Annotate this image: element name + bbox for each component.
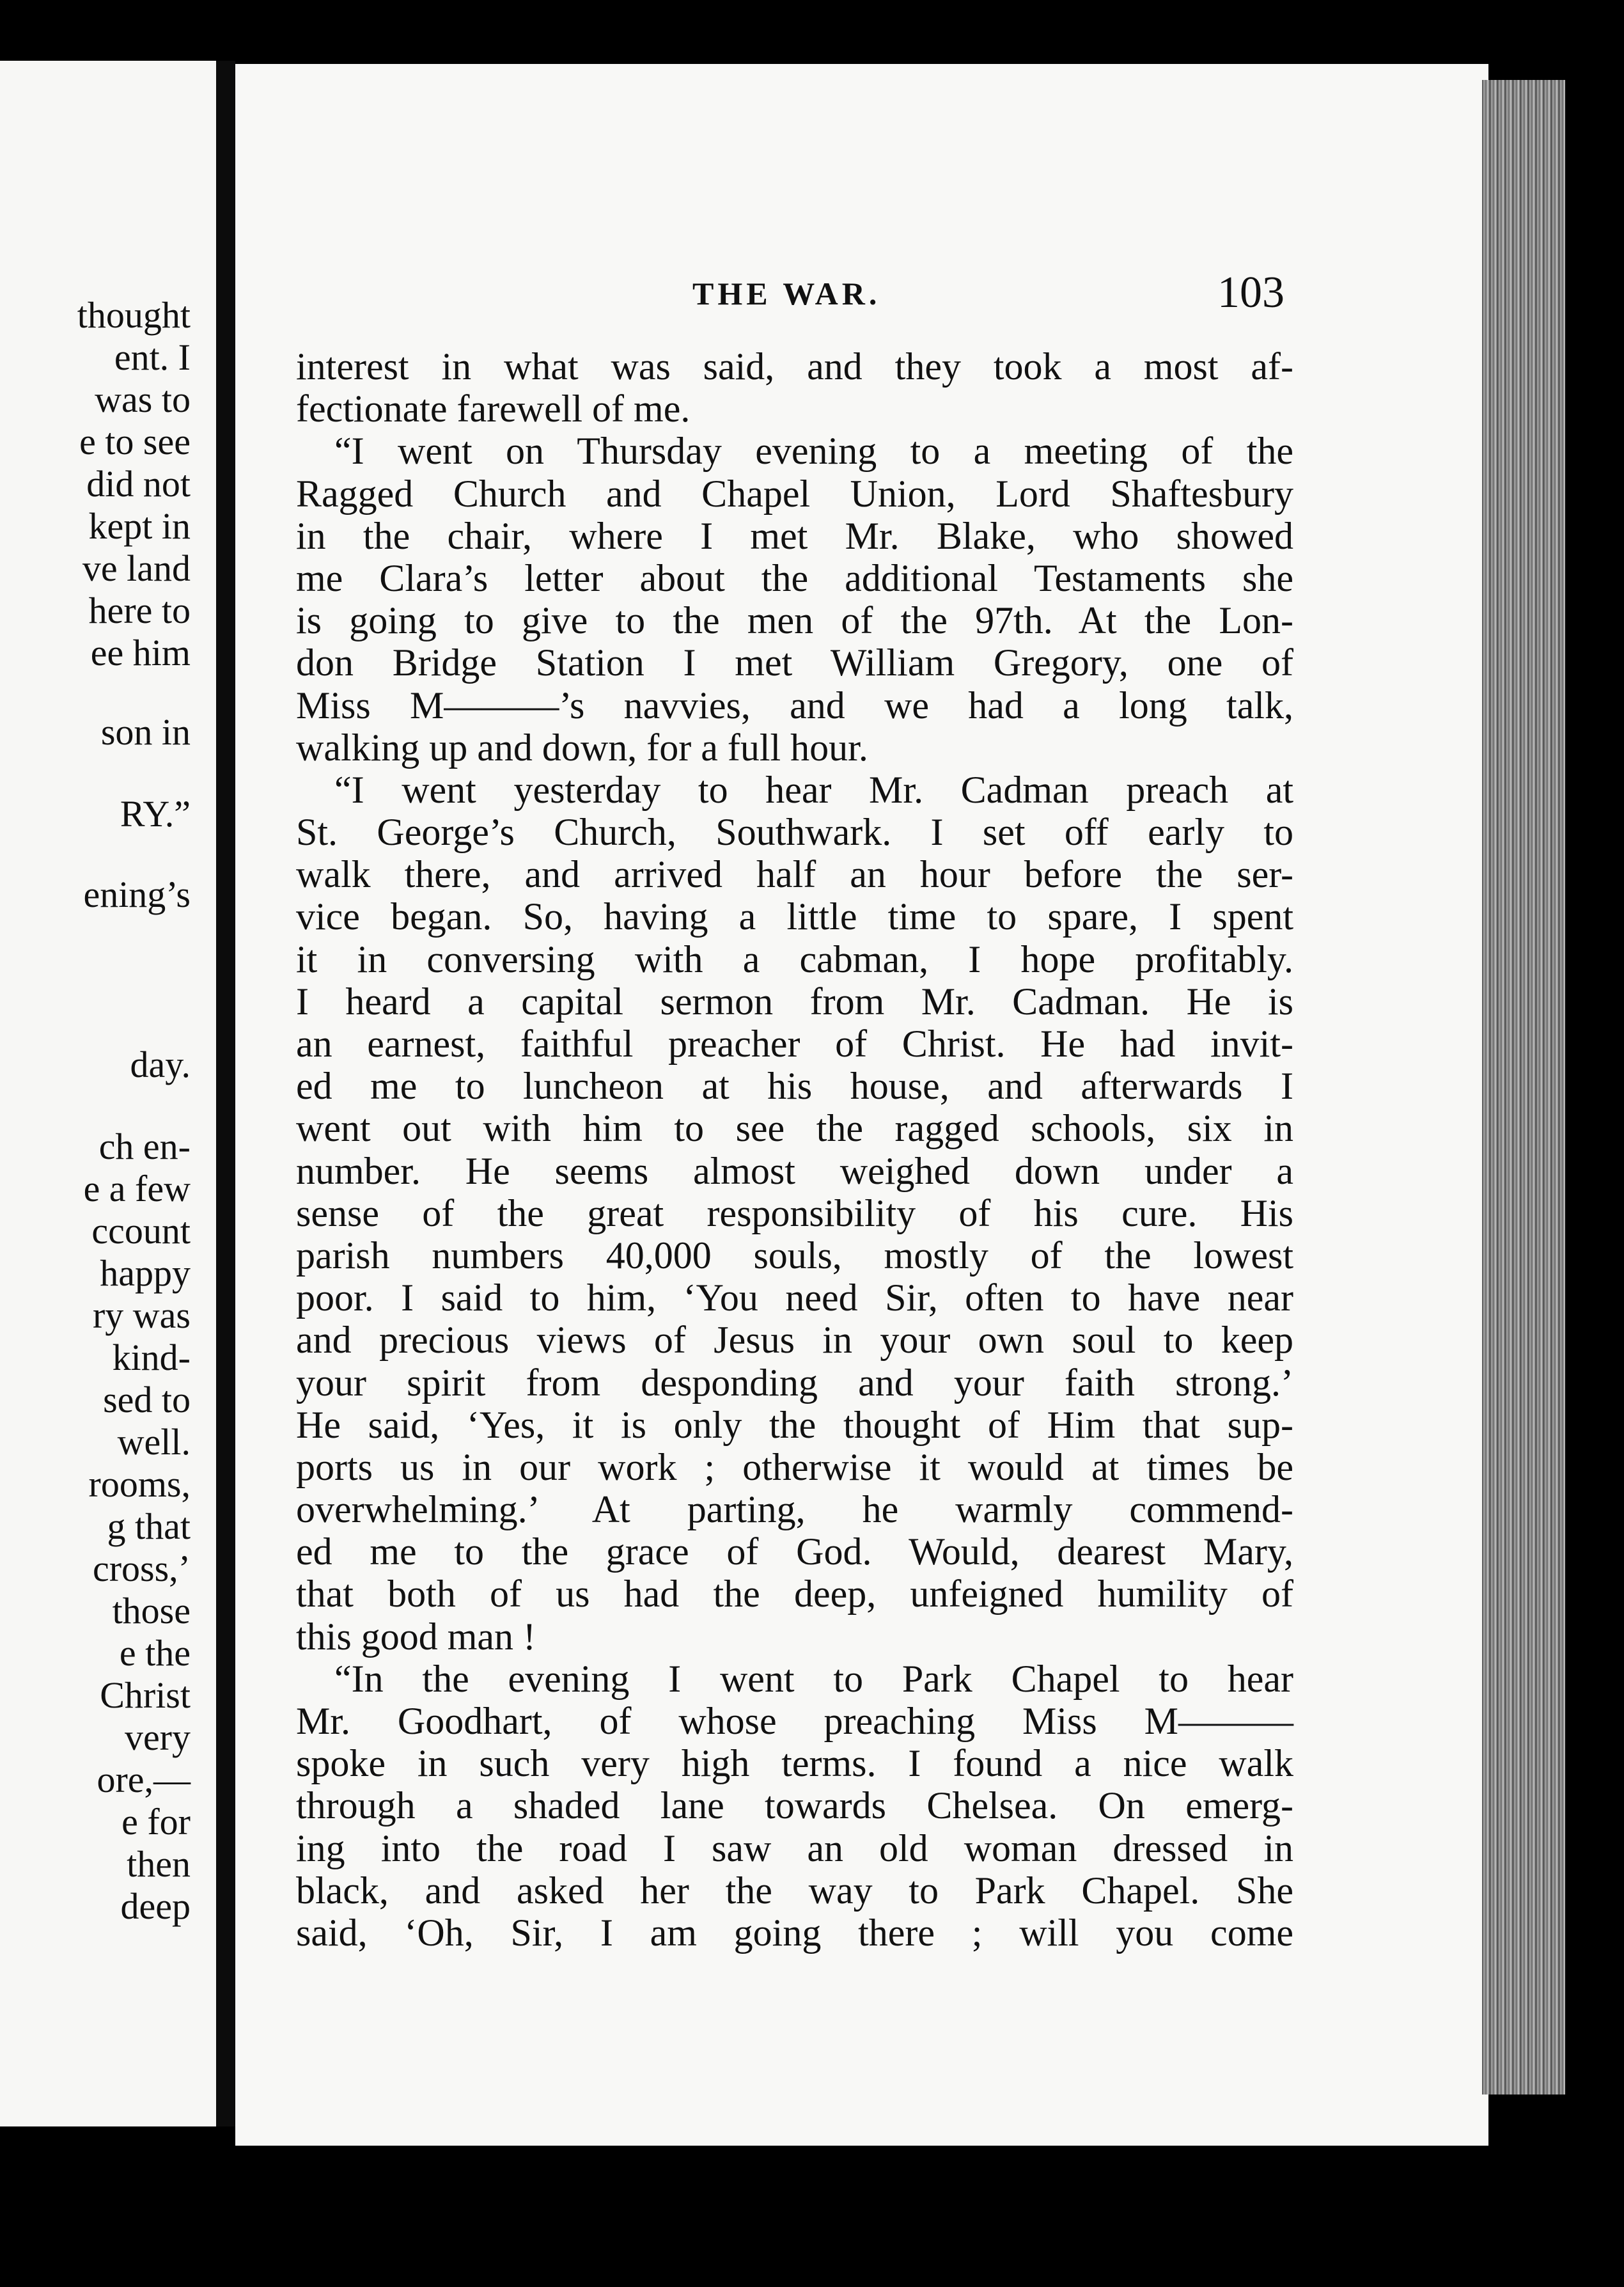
left-page-line: ent. I [114,336,191,378]
left-page-line: very [124,1717,191,1758]
left-page-line: g that [107,1505,191,1547]
body-text [296,345,1293,1954]
page-number: 103 [1217,268,1284,317]
left-page-line: ry was [92,1294,191,1336]
right-page [235,64,1488,2146]
left-page-line: rooms, [88,1463,191,1505]
left-page-line: ve land [82,547,191,589]
book-gutter [216,61,235,2126]
left-page-line: e for [121,1801,191,1843]
text-line: ports us in our work ; otherwise it would at times be [296,1445,1293,1488]
left-page-line: was to [95,379,191,420]
text-line: fectionate farewell of me. [296,388,691,430]
text-line: overwhelming.’ At parting, he warmly commend- [296,1488,1293,1531]
left-page-line: sed to [103,1379,191,1420]
text-line: in the chair, where I met Mr. Blake, who showed [296,514,1293,557]
text-line: said, ‘Oh, Sir, I am going there ; will you come [296,1911,1293,1954]
running-title: THE WAR. [692,276,881,311]
text-line: ed me to the grace of God. Would, dearest Mary, [296,1530,1293,1573]
text-line: He said, ‘Yes, it is only the thought of Him that sup- [296,1403,1293,1446]
text-line: “In the evening I went to Park Chapel to hear [334,1657,1293,1700]
left-page-line: ch en- [98,1126,191,1167]
text-line: number. He seems almost weighed down under a [296,1149,1293,1192]
text-line: poor. I said to him, ‘You need Sir, often to have near [296,1277,1293,1319]
left-page-line: ccount [91,1210,191,1252]
text-line: me Clara’s letter about the additional Testaments she [296,556,1293,599]
text-line: Ragged Church and Chapel Union, Lord Shaftesbury [296,472,1293,515]
left-page-line: e a few [83,1168,191,1209]
left-page-line: ening’s [83,874,191,915]
text-line: ed me to luncheon at his house, and afterwards I [296,1065,1293,1108]
left-page-line: thought [77,294,191,336]
left-page-line: then [127,1843,191,1885]
text-line: parish numbers 40,000 souls, mostly of the lowest [296,1234,1293,1277]
text-line: through a shaded lane towards Chelsea. On emerg- [296,1784,1293,1827]
left-page-line: son in [100,711,191,753]
text-line: spoke in such very high terms. I found a nice walk [296,1742,1293,1785]
text-line: walking up and down, for a full hour. [296,726,868,769]
text-line: an earnest, faithful preacher of Christ. He had invit- [296,1023,1293,1065]
text-line: walk there, and arrived half an hour before the ser- [296,853,1293,896]
left-page-line: ore,— [97,1759,191,1800]
left-page-line: Christ [100,1674,191,1716]
left-page [0,61,216,2126]
page-header [235,268,1488,326]
text-line: sense of the great responsibility of his cure. His [296,1191,1293,1234]
left-page-line: here to [88,590,191,631]
text-line: “I went yesterday to hear Mr. Cadman preach at [334,768,1293,811]
left-page-line: did not [86,463,191,505]
text-line: vice began. So, having a little time to spare, I spent [296,895,1293,938]
left-page-line: those [112,1590,191,1631]
text-line: “I went on Thursday evening to a meeting of the [334,430,1293,473]
text-line: your spirit from desponding and your faith strong.’ [296,1361,1293,1404]
left-page-line: deep [120,1885,191,1927]
text-line: this good man ! [296,1615,536,1658]
text-line: went out with him to see the ragged schools, six in [296,1107,1293,1150]
page-edges [1482,80,1565,2094]
text-line: black, and asked her the way to Park Chapel. She [296,1869,1293,1912]
left-page-line: kept in [88,505,191,547]
left-page-line: day. [130,1044,191,1085]
text-line: is going to give to the men of the 97th. At the Lon- [296,599,1293,642]
text-line: and precious views of Jesus in your own soul to keep [296,1319,1293,1362]
text-line: I heard a capital sermon from Mr. Cadman. He is [296,980,1293,1023]
text-line: that both of us had the deep, unfeigned humility of [296,1573,1293,1615]
text-line: it in conversing with a cabman, I hope profitably. [296,938,1293,980]
text-line: don Bridge Station I met William Gregory, one of [296,641,1293,684]
left-page-line: kind- [112,1337,191,1378]
text-line: ing into the road I saw an old woman dressed in [296,1827,1293,1869]
left-page-line: e to see [79,421,191,462]
left-page-line: well. [117,1421,191,1463]
text-line: interest in what was said, and they took a most af- [296,345,1293,388]
left-page-line: cross,’ [92,1548,191,1589]
text-line: St. George’s Church, Southwark. I set off early to [296,811,1293,854]
left-page-line: RY.” [120,793,191,835]
left-page-line: happy [100,1252,191,1294]
left-page-line: e the [119,1632,191,1674]
text-line: Miss M———’s navvies, and we had a long talk, [296,684,1293,727]
left-page-line: ee him [90,632,191,673]
text-line: Mr. Goodhart, of whose preaching Miss M——— [296,1700,1293,1742]
